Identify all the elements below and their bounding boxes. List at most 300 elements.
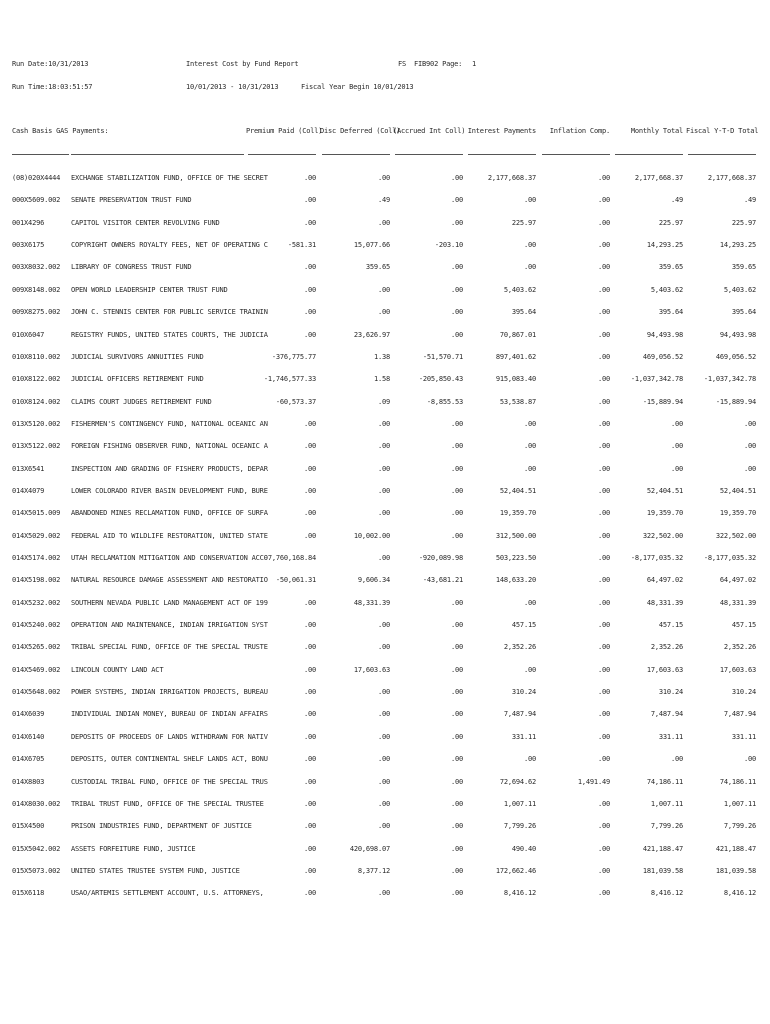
fund-description: FISHERMEN'S CONTINGENCY FUND, NATIONAL OCEANIC AN [71,419,268,428]
disc-deferred: .00 [377,464,390,473]
accrued-int: .00 [450,531,463,540]
disc-deferred: 420,698.07 [349,844,390,853]
fund-description: SOUTHERN NEVADA PUBLIC LAND MANAGEMENT ACT OF 199 [71,598,268,607]
ytd-total: 48,331.39 [719,598,756,607]
fund-code: 001X4296 [12,218,45,227]
monthly-total: 94,493.98 [646,330,683,339]
col-interest-header: Interest Payments [467,127,536,135]
premium-paid: .00 [303,889,316,898]
inflation-comp: .00 [597,196,610,205]
table-row [0,800,770,809]
disc-deferred: .00 [377,285,390,294]
inflation-comp: .00 [597,241,610,250]
fund-description: JOHN C. STENNIS CENTER FOR PUBLIC SERVICE TRAININ [71,308,268,317]
disc-deferred: .00 [377,822,390,831]
fund-code: 014X8030.002 [12,799,61,808]
fund-code: 009X8275.002 [12,308,61,317]
premium-paid: .00 [303,822,316,831]
table-row [0,465,770,474]
fund-description: JUDICIAL SURVIVORS ANNUITIES FUND [71,352,204,361]
ytd-total: 7,487.94 [723,710,756,719]
fund-code: 014X5648.002 [12,688,61,697]
inflation-comp: .00 [597,442,610,451]
page-number: 1 [472,60,477,68]
table-row [0,822,770,831]
fund-description: JUDICIAL OFFICERS RETIREMENT FUND [71,375,204,384]
interest-payments: 2,352.26 [503,643,536,652]
inflation-comp: .00 [597,509,610,518]
interest-payments: .00 [523,263,536,272]
fund-description: FEDERAL AID TO WILDLIFE RESTORATION, UNITED STATE [71,531,268,540]
fund-code: 015X5073.002 [12,866,61,875]
accrued-int: .00 [450,308,463,317]
fund-description: LINCOLN COUNTY LAND ACT [71,665,164,674]
fund-description: PRISON INDUSTRIES FUND, DEPARTMENT OF JUSTICE [71,822,252,831]
fund-description: DEPOSITS OF PROCEEDS OF LANDS WITHDRAWN FOR NATIV [71,732,268,741]
disc-deferred: .00 [377,777,390,786]
monthly-total: 7,487.94 [650,710,683,719]
premium-paid: .00 [303,710,316,719]
inflation-comp: .00 [597,531,610,540]
fund-description: POWER SYSTEMS, INDIAN IRRIGATION PROJECTS, BUREAU [71,688,268,697]
fund-code: 014X5469.002 [12,665,61,674]
disc-deferred: .00 [377,554,390,562]
column-rule [542,154,610,155]
ytd-total: 457.15 [731,621,756,629]
monthly-total: 17,603.63 [646,665,683,674]
interest-payments: 312,500.00 [495,531,536,540]
ytd-total: 310.24 [731,688,756,697]
fund-code: 015X4500 [12,822,45,831]
disc-deferred: .00 [377,643,390,652]
monthly-total: 52,404.51 [646,486,683,495]
fund-code: 014X5265.002 [12,643,61,652]
fund-description: OPERATION AND MAINTENANCE, INDIAN IRRIGATION SYST [71,621,268,629]
table-row [0,733,770,742]
fund-code: 015X5042.002 [12,844,61,853]
interest-payments: 7,799.26 [503,822,536,831]
premium-paid: -60,573.37 [275,397,316,406]
ytd-total: 7,799.26 [723,822,756,831]
column-rule [615,154,683,155]
column-rule [395,154,463,155]
monthly-total: 322,502.00 [642,531,683,540]
interest-payments: 897,401.62 [495,352,536,361]
monthly-total: .00 [670,442,683,451]
premium-paid: .00 [303,174,316,182]
column-rule [688,154,756,155]
fund-code: 010X8110.002 [12,352,61,361]
accrued-int: .00 [450,330,463,339]
ytd-total: 469,056.52 [715,352,756,361]
ytd-total: .00 [743,464,756,473]
ytd-total: 331.11 [731,732,756,741]
monthly-total: -15,889.94 [642,397,683,406]
monthly-total: 225.97 [658,218,683,227]
premium-paid: .00 [303,844,316,853]
table-row [0,666,770,675]
col-inflation-header: Inflation Comp. [549,127,610,135]
monthly-total: .00 [670,419,683,428]
premium-paid: .00 [303,598,316,607]
ytd-total: 8,416.12 [723,889,756,898]
disc-deferred: .00 [377,621,390,629]
fund-description: CAPITOL VISITOR CENTER REVOLVING FUND [71,218,220,227]
interest-payments: 1,007.11 [503,799,536,808]
table-row [0,219,770,228]
accrued-int: .00 [450,263,463,272]
fund-code: 014X6039 [12,710,45,719]
fund-code: 003X8032.002 [12,263,61,272]
monthly-total: -1,037,342.78 [630,375,683,384]
fund-code: 010X8124.002 [12,397,61,406]
inflation-comp: .00 [597,688,610,697]
fund-description: TRIBAL SPECIAL FUND, OFFICE OF THE SPECIAL TRUSTE [71,643,268,652]
disc-deferred: .00 [377,442,390,451]
premium-paid: .00 [303,688,316,697]
table-row [0,621,770,630]
disc-deferred: .00 [377,710,390,719]
monthly-total: 421,188.47 [642,844,683,853]
table-row [0,375,770,384]
fund-code: 014X5015.009 [12,509,61,518]
table-row [0,643,770,652]
accrued-int: .00 [450,486,463,495]
accrued-int: -51,570.71 [422,352,463,361]
interest-payments: 331.11 [511,732,536,741]
monthly-total: 181,039.58 [642,866,683,875]
fund-description: INSPECTION AND GRADING OF FISHERY PRODUCTS, DEPAR [71,464,268,473]
premium-paid: .00 [303,486,316,495]
accrued-int: .00 [450,866,463,875]
table-row [0,755,770,764]
inflation-comp: .00 [597,174,610,182]
disc-deferred: 8,377.12 [357,866,390,875]
inflation-comp: .00 [597,889,610,898]
ytd-total: .00 [743,755,756,764]
fund-code: 010X6047 [12,330,45,339]
disc-deferred: .00 [377,732,390,741]
inflation-comp: 1,491.49 [577,777,610,786]
table-row [0,308,770,317]
fund-description: DEPOSITS, OUTER CONTINENTAL SHELF LANDS ACT, BONU [71,755,268,764]
accrued-int: .00 [450,777,463,786]
ytd-total: -1,037,342.78 [703,375,756,384]
premium-paid: .00 [303,799,316,808]
fund-code: 014X8803 [12,777,45,786]
fund-code: 000X5609.002 [12,196,61,205]
fund-code: 009X8148.002 [12,285,61,294]
interest-payments: .00 [523,442,536,451]
fund-description: CUSTODIAL TRIBAL FUND, OFFICE OF THE SPECIAL TRUS [71,777,268,786]
interest-payments: 8,416.12 [503,889,536,898]
monthly-total: 457.15 [658,621,683,629]
ytd-total: 14,293.25 [719,241,756,250]
monthly-total: .49 [670,196,683,205]
fund-description: LOWER COLORADO RIVER BASIN DEVELOPMENT FUND, BURE [71,486,268,495]
fund-description: UNITED STATES TRUSTEE SYSTEM FUND, JUSTICE [71,866,240,875]
disc-deferred: 359.65 [365,263,390,272]
disc-deferred: 15,077.66 [353,241,390,250]
disc-deferred: .00 [377,486,390,495]
table-row [0,889,770,898]
fund-code: (08)020X4444 [12,174,61,182]
premium-paid: .00 [303,419,316,428]
interest-payments: 52,404.51 [499,486,536,495]
page-id: FS [398,60,407,68]
accrued-int: .00 [450,732,463,741]
accrued-int: .00 [450,710,463,719]
ytd-total: 19,359.70 [719,509,756,518]
accrued-int: .00 [450,442,463,451]
inflation-comp: .00 [597,375,610,384]
fund-code: 013X5122.002 [12,442,61,451]
interest-payments: .00 [523,419,536,428]
accrued-int: .00 [450,643,463,652]
interest-payments: 72,694.62 [499,777,536,786]
disc-deferred: .00 [377,509,390,518]
interest-payments: 5,403.62 [503,285,536,294]
table-row [0,331,770,340]
fund-code: 014X5198.002 [12,576,61,585]
fund-code: 014X6705 [12,755,45,764]
premium-paid: .00 [303,509,316,518]
ytd-total: -8,177,035.32 [703,554,756,562]
column-rule [248,154,316,155]
inflation-comp: .00 [597,822,610,831]
table-row [0,845,770,854]
inflation-comp: .00 [597,308,610,317]
premium-paid: .00 [303,263,316,272]
premium-paid: .00 [303,732,316,741]
premium-paid: .00 [303,866,316,875]
disc-deferred: 10,002.00 [353,531,390,540]
table-row [0,509,770,518]
accrued-int: .00 [450,419,463,428]
premium-paid: -50,061.31 [275,576,316,585]
fund-description: INDIVIDUAL INDIAN MONEY, BUREAU OF INDIAN AFFAIRS [71,710,268,719]
report-title: Interest Cost by Fund Report [186,60,299,68]
table-row [0,420,770,429]
accrued-int: .00 [450,621,463,629]
fund-code: 014X5029.002 [12,531,61,540]
inflation-comp: .00 [597,352,610,361]
inflation-comp: .00 [597,397,610,406]
fund-description: COPYRIGHT OWNERS ROYALTY FEES, NET OF OPERATING C [71,241,268,250]
premium-paid: .00 [303,464,316,473]
run-date: Run Date:10/31/2013 [12,60,89,68]
ytd-total: 225.97 [731,218,756,227]
ytd-total: 5,403.62 [723,285,756,294]
disc-deferred: .49 [377,196,390,205]
ytd-total: 359.65 [731,263,756,272]
monthly-total: 395.64 [658,308,683,317]
interest-payments: 148,633.20 [495,576,536,585]
monthly-total: 7,799.26 [650,822,683,831]
monthly-total: 310.24 [658,688,683,697]
inflation-comp: .00 [597,732,610,741]
premium-paid: .00 [303,755,316,764]
disc-deferred: .09 [377,397,390,406]
inflation-comp: .00 [597,330,610,339]
disc-deferred: 1.58 [373,375,390,384]
fund-description: OPEN WORLD LEADERSHIP CENTER TRUST FUND [71,285,228,294]
table-row [0,576,770,585]
table-row [0,778,770,787]
inflation-comp: .00 [597,710,610,719]
col-monthly-header: Monthly Total [630,127,683,135]
disc-deferred: .00 [377,308,390,317]
interest-payments: .00 [523,241,536,250]
section-heading: Cash Basis GAS Payments: [12,127,109,135]
premium-paid: .00 [303,621,316,629]
disc-deferred: .00 [377,688,390,697]
column-rule [71,154,244,155]
inflation-comp: .00 [597,598,610,607]
column-rule [12,154,69,155]
fund-code: 014X5240.002 [12,621,61,629]
fund-description: NATURAL RESOURCE DAMAGE ASSESSMENT AND RESTORATIO [71,576,268,585]
ytd-total: 1,007.11 [723,799,756,808]
col-ytd-header: Fiscal Y-T-D Total [686,127,759,135]
inflation-comp: .00 [597,844,610,853]
premium-paid: .00 [303,330,316,339]
inflation-comp: .00 [597,799,610,808]
monthly-total: -8,177,035.32 [630,554,683,562]
monthly-total: 331.11 [658,732,683,741]
premium-paid: .00 [303,643,316,652]
interest-payments: 19,359.70 [499,509,536,518]
col-accrued-header: (Accrued Int Coll) [393,127,466,135]
table-row [0,353,770,362]
monthly-total: 74,186.11 [646,777,683,786]
table-row [0,174,770,183]
disc-deferred: .00 [377,799,390,808]
monthly-total: 19,359.70 [646,509,683,518]
fund-description: REGISTRY FUNDS, UNITED STATES COURTS, THE JUDICIA [71,330,268,339]
table-row [0,263,770,272]
table-row [0,286,770,295]
premium-paid: .00 [303,531,316,540]
ytd-total: 421,188.47 [715,844,756,853]
table-row [0,196,770,205]
accrued-int: .00 [450,889,463,898]
accrued-int: .00 [450,755,463,764]
accrued-int: .00 [450,598,463,607]
interest-payments: .00 [523,755,536,764]
premium-paid: -7,760,168.84 [263,554,316,562]
monthly-total: 14,293.25 [646,241,683,250]
disc-deferred: 23,626.97 [353,330,390,339]
interest-payments: 395.64 [511,308,536,317]
fund-description: LIBRARY OF CONGRESS TRUST FUND [71,263,192,272]
monthly-total: 1,007.11 [650,799,683,808]
table-row [0,599,770,608]
ytd-total: 52,404.51 [719,486,756,495]
inflation-comp: .00 [597,755,610,764]
interest-payments: 53,538.87 [499,397,536,406]
fund-code: 003X6175 [12,241,45,250]
ytd-total: 181,039.58 [715,866,756,875]
ytd-total: 17,603.63 [719,665,756,674]
interest-payments: 70,867.01 [499,330,536,339]
col-disc-header: Disc Deferred (Coll) [320,127,401,135]
monthly-total: 2,352.26 [650,643,683,652]
disc-deferred: .00 [377,419,390,428]
premium-paid: -1,746,577.33 [263,375,316,384]
inflation-comp: .00 [597,621,610,629]
fund-description: SENATE PRESERVATION TRUST FUND [71,196,192,205]
inflation-comp: .00 [597,285,610,294]
interest-payments: 503,223.50 [495,554,536,562]
accrued-int: -203.10 [434,241,463,250]
accrued-int: .00 [450,464,463,473]
disc-deferred: .00 [377,174,390,182]
ytd-total: 2,352.26 [723,643,756,652]
interest-payments: .00 [523,196,536,205]
monthly-total: 2,177,668.37 [634,174,683,182]
table-row [0,532,770,541]
fund-description: CLAIMS COURT JUDGES RETIREMENT FUND [71,397,212,406]
interest-payments: 457.15 [511,621,536,629]
fund-code: 014X6140 [12,732,45,741]
table-row [0,487,770,496]
monthly-total: 359.65 [658,263,683,272]
monthly-total: 469,056.52 [642,352,683,361]
fund-code: 013X6541 [12,464,45,473]
premium-paid: -376,775.77 [271,352,316,361]
accrued-int: .00 [450,665,463,674]
accrued-int: .00 [450,196,463,205]
premium-paid: .00 [303,777,316,786]
interest-payments: .00 [523,598,536,607]
accrued-int: .00 [450,509,463,518]
premium-paid: .00 [303,665,316,674]
fund-description: TRIBAL TRUST FUND, OFFICE OF THE SPECIAL TRUSTEE [71,799,264,808]
premium-paid: .00 [303,442,316,451]
table-row [0,398,770,407]
interest-payments: 172,662.46 [495,866,536,875]
premium-paid: .00 [303,308,316,317]
ytd-total: 64,497.02 [719,576,756,585]
interest-payments: 2,177,668.37 [487,174,536,182]
monthly-total: 48,331.39 [646,598,683,607]
inflation-comp: .00 [597,665,610,674]
accrued-int: .00 [450,285,463,294]
accrued-int: -920,089.98 [418,554,463,562]
inflation-comp: .00 [597,263,610,272]
accrued-int: .00 [450,844,463,853]
monthly-total: 64,497.02 [646,576,683,585]
ytd-total: 74,186.11 [719,777,756,786]
accrued-int: .00 [450,822,463,831]
disc-deferred: 48,331.39 [353,598,390,607]
interest-payments: 490.40 [511,844,536,853]
inflation-comp: .00 [597,486,610,495]
column-rule [468,154,536,155]
table-row [0,867,770,876]
page-label: FIB902 Page: [414,60,463,68]
monthly-total: 5,403.62 [650,285,683,294]
fund-description: ASSETS FORFEITURE FUND, JUSTICE [71,844,196,853]
fund-code: 014X5232.002 [12,598,61,607]
premium-paid: .00 [303,218,316,227]
premium-paid: -581.31 [287,241,316,250]
disc-deferred: 9,606.34 [357,576,390,585]
premium-paid: .00 [303,285,316,294]
premium-paid: .00 [303,196,316,205]
ytd-total: .49 [743,196,756,205]
